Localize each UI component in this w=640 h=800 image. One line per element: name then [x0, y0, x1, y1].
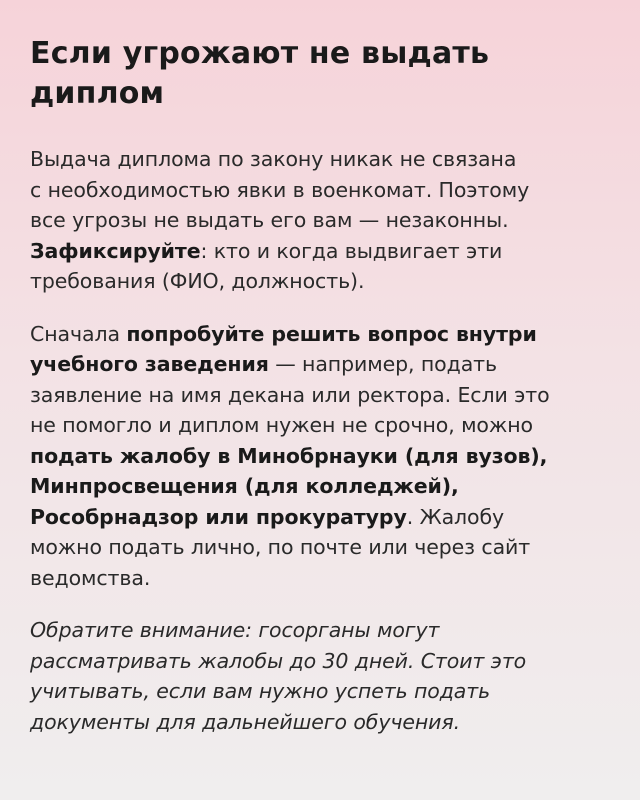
- p1-bold-record: Зафиксируйте: [30, 238, 201, 263]
- p2-after-bold1: — например, подать: [268, 352, 497, 376]
- note-line1: Обратите внимание: госорганы могут: [30, 618, 440, 642]
- p2-line9: ведомства.: [30, 565, 151, 590]
- note-line3: учитывать, если вам нужно успеть подать: [30, 679, 491, 703]
- paragraph-diploma-law: [30, 144, 620, 297]
- p1-line2: с необходимостью явки в военкомат. Поэтому: [30, 177, 530, 202]
- p2-intro: Сначала: [30, 321, 127, 346]
- p2-bold-complaint-3: Рособрнадзор или прокуратуру: [30, 504, 407, 529]
- p2-after-bold2: . Жалобу: [406, 504, 505, 529]
- p1-line5: требования (ФИО, должность).: [30, 269, 365, 293]
- paragraph-complaint-steps: [30, 319, 620, 594]
- p1-line3: все угрозы не выдать его вам — незаконны.: [30, 208, 509, 232]
- note-paragraph: [30, 615, 620, 737]
- p2-bold-complaint-2: Минпросвещения (для колледжей),: [30, 474, 459, 498]
- p2-bold-try-solve-2: учебного заведения: [30, 352, 269, 376]
- note-line2: рассматривать жалобы до 30 дней. Стоит это: [30, 648, 527, 673]
- article-card: [30, 34, 620, 759]
- p1-line4-rest: : кто и когда выдвигает эти: [200, 238, 503, 263]
- p2-line3: заявление на имя декана или ректора. Если это: [30, 382, 550, 407]
- p2-line8: можно подать лично, по почте или через сайт: [30, 535, 531, 559]
- p2-bold-try-solve-1: попробуйте решить вопрос внутри: [126, 321, 537, 346]
- p2-bold-complaint-1: подать жалобу в Минобрнауки (для вузов),: [30, 443, 548, 468]
- p1-line1: Выдача диплома по закону никак не связана: [30, 147, 517, 171]
- p2-line4: не помогло и диплом нужен не срочно, можно: [30, 413, 533, 437]
- article-title: Если угрожают не выдать диплом: [30, 36, 490, 111]
- note-line4: документы для дальнейшего обучения.: [30, 709, 461, 734]
